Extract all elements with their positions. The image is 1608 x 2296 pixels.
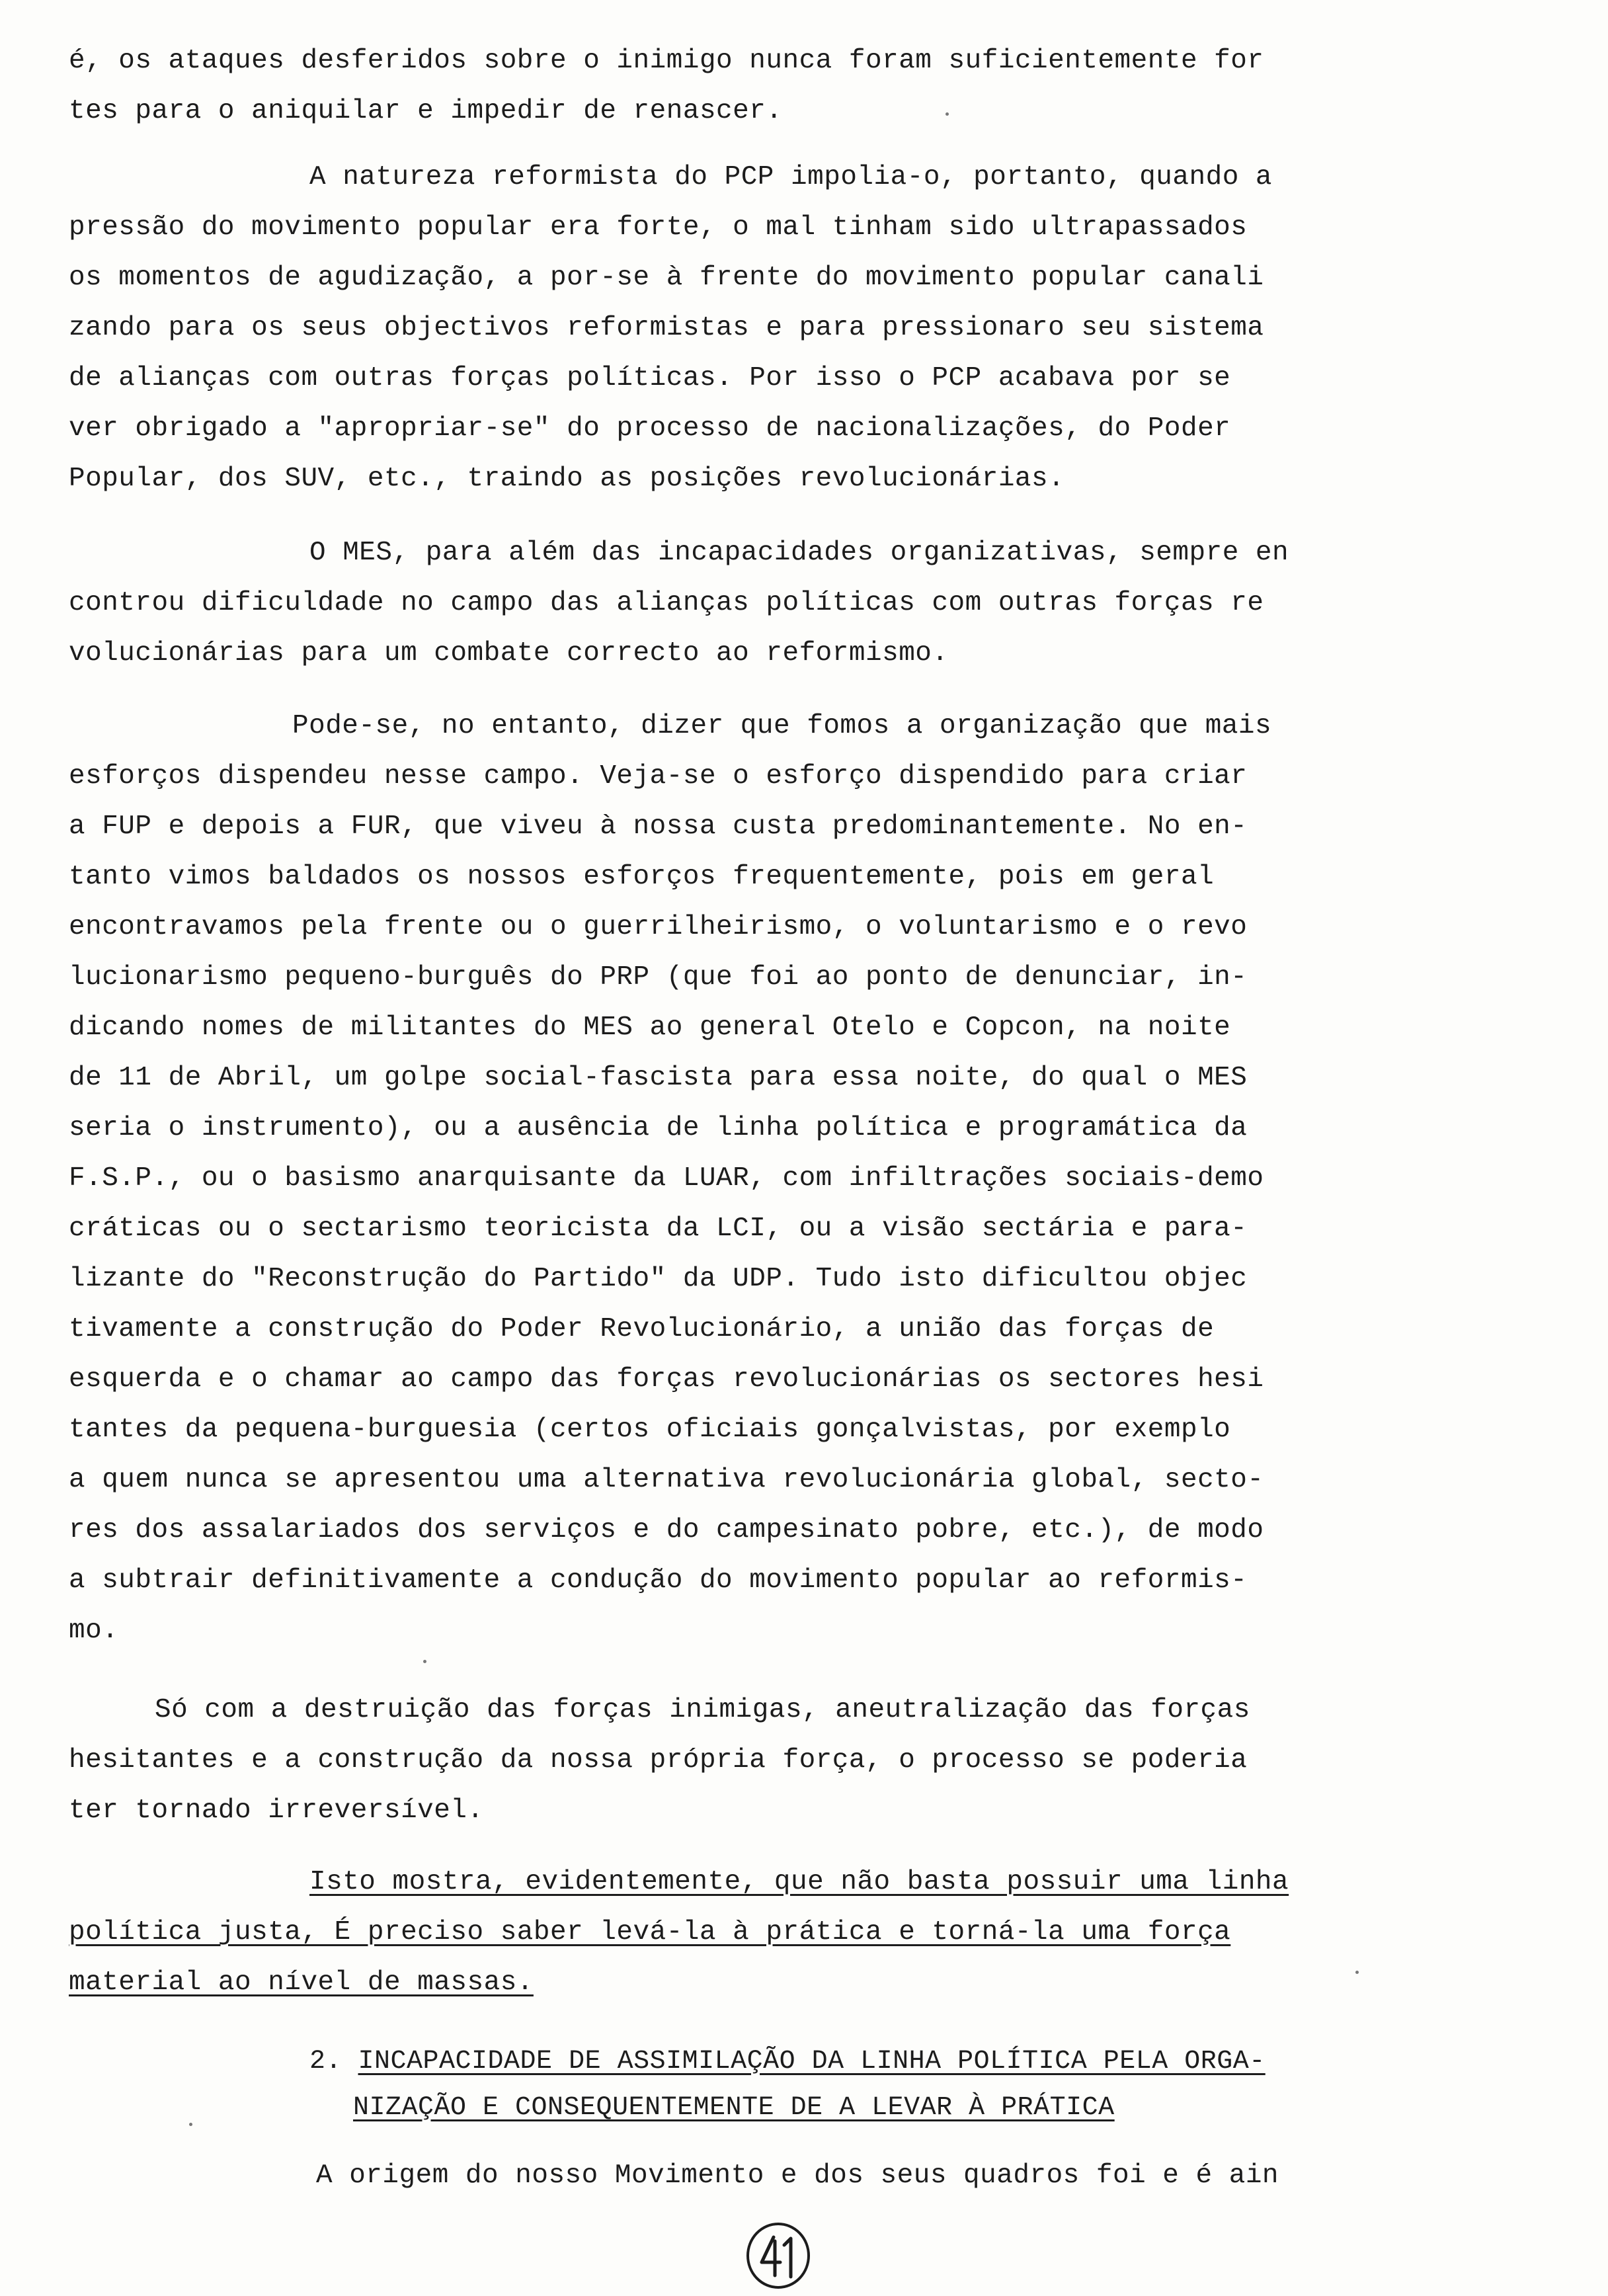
text-line: controu dificuldade no campo das alianças políticas com outras forças re — [69, 588, 1264, 618]
text-line: zando para os seus objectivos reformistas e para pressionaro seu sistema — [69, 313, 1264, 343]
text-line: A natureza reformista do PCP impolia-o, portanto, quando a — [309, 162, 1273, 192]
scan-speck — [189, 2123, 192, 2126]
text-line: Só com a destruição das forças inimigas, aneutralização das forças — [155, 1695, 1250, 1725]
text-line: esquerda e o chamar ao campo das forças revolucionárias os sectores hesi — [69, 1364, 1264, 1395]
text-line: tes para o aniquilar e impedir de renascer. — [69, 96, 783, 126]
text-line: é, os ataques desferidos sobre o inimigo nunca foram suficientemente for — [69, 46, 1264, 76]
text-line: hesitantes e a construção da nossa própria força, o processo se poderia — [69, 1745, 1248, 1776]
text-line: mo. — [69, 1616, 119, 1646]
text-line: ter tornado irreversível. — [69, 1795, 484, 1826]
text-line: tantes da pequena-burguesia (certos oficiais gonçalvistas, por exemplo — [69, 1414, 1231, 1445]
scan-speck — [945, 112, 949, 116]
underlined-line: Isto mostra, evidentemente, que não basta possuir uma linha — [309, 1867, 1289, 1897]
text-line: lucionarismo pequeno-burguês do PRP (que foi ao ponto de denunciar, in- — [69, 962, 1248, 993]
text-line: ver obrigado a "apropriar-se" do processo de nacionalizações, do Poder — [69, 413, 1231, 444]
heading-text: INCAPACIDADE DE ASSIMILAÇÃO DA LINHA POLÍTICA PELA ORGA- — [358, 2047, 1266, 2076]
text-line: seria o instrumento), ou a ausência de linha política e programática da — [69, 1113, 1248, 1143]
text-line: volucionárias para um combate correcto ao reformismo. — [69, 638, 949, 669]
text-line: lizante do "Reconstrução do Partido" da UDP. Tudo isto dificultou objec — [69, 1264, 1248, 1294]
text-line: Pode-se, no entanto, dizer que fomos a organização que mais — [292, 711, 1272, 741]
text-line: tivamente a construção do Poder Revolucionário, a união das forças de — [69, 1314, 1215, 1344]
text-line: Popular, dos SUV, etc., traindo as posições revolucionárias. — [69, 464, 1065, 494]
text-line: a FUP e depois a FUR, que viveu à nossa custa predominantemente. No en- — [69, 811, 1248, 842]
text-line: esforços dispendeu nesse campo. Veja-se o esforço dispendido para criar — [69, 761, 1248, 792]
page-number-text — [742, 2219, 815, 2291]
text-line: pressão do movimento popular era forte, o mal tinham sido ultrapassados — [69, 212, 1248, 243]
text-line: os momentos de agudização, a por-se à frente do movimento popular canali — [69, 263, 1264, 293]
text-line: cráticas ou o sectarismo teoricista da LCI, ou a visão sectária e para- — [69, 1213, 1248, 1244]
text-line: res dos assalariados dos serviços e do campesinato pobre, etc.), de modo — [69, 1515, 1264, 1545]
text-line: de alianças com outras forças políticas. Por isso o PCP acabava por se — [69, 363, 1231, 393]
text-line: a quem nunca se apresentou uma alternativa revolucionária global, secto- — [69, 1465, 1264, 1495]
heading-line — [309, 2043, 1266, 2080]
scan-speck — [423, 1660, 426, 1663]
text-line: encontravamos pela frente ou o guerrilheirismo, o voluntarismo e o revo — [69, 912, 1248, 942]
heading-number: 2. — [309, 2047, 358, 2076]
text-line: F.S.P., ou o basismo anarquisante da LUAR, com infiltrações sociais-demo — [69, 1163, 1264, 1194]
text-line: tanto vimos baldados os nossos esforços frequentemente, pois em geral — [69, 862, 1215, 892]
scan-speck — [1355, 1971, 1359, 1974]
text-line: O MES, para além das incapacidades organizativas, sempre en — [309, 538, 1289, 568]
page-number — [742, 2219, 815, 2291]
underlined-line: política justa, É preciso saber levá-la à prática e torná-la uma força — [69, 1917, 1231, 1948]
text-line: A origem do nosso Movimento e dos seus quadros foi e é ain — [316, 2160, 1279, 2191]
text-line: dicando nomes de militantes do MES ao general Otelo e Copcon, na noite — [69, 1012, 1231, 1043]
text-line: a subtrair definitivamente a condução do movimento popular ao reformis- — [69, 1565, 1248, 1596]
text-line: de 11 de Abril, um golpe social-fascista para essa noite, do qual o MES — [69, 1063, 1248, 1093]
heading-line: NIZAÇÃO E CONSEQUENTEMENTE DE A LEVAR À PRÁTICA — [353, 2093, 1115, 2123]
underlined-line: material ao nível de massas. — [69, 1967, 534, 1998]
